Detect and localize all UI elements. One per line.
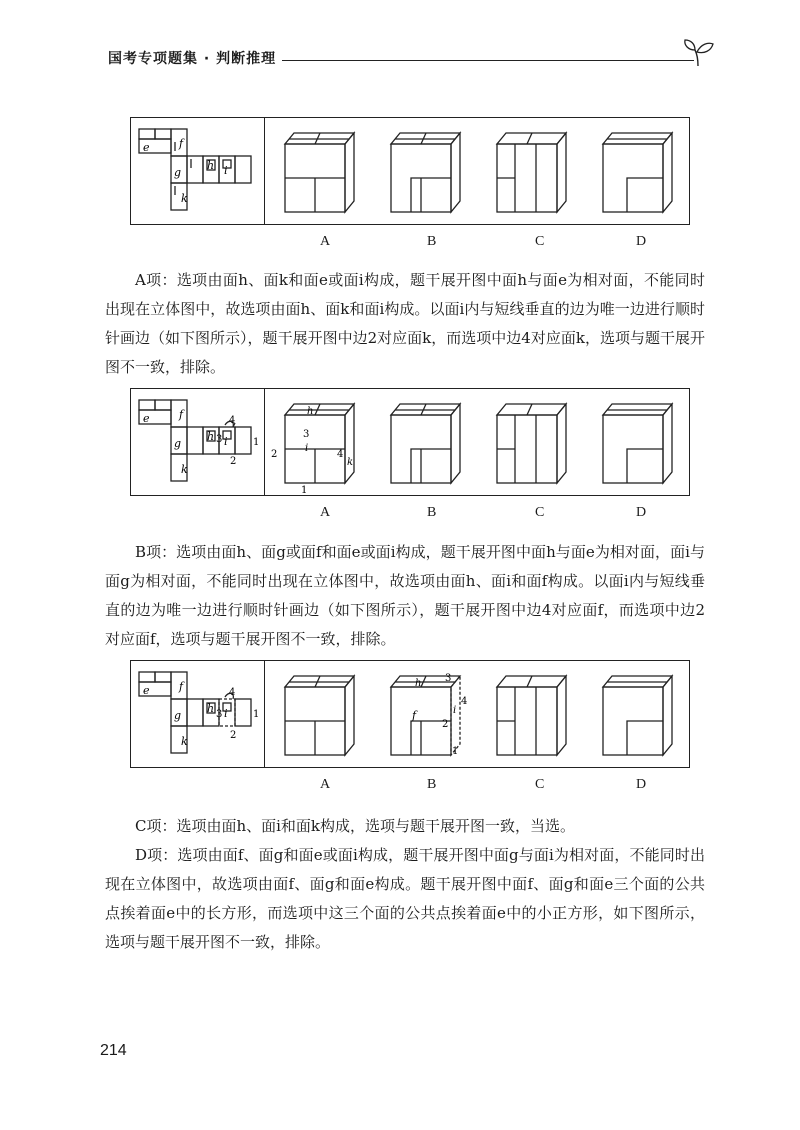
cube-b	[391, 676, 460, 755]
edge-number-3: 3	[216, 434, 223, 445]
cube-edge-number-2: 2	[442, 719, 449, 730]
net-label-g: g	[174, 166, 182, 179]
edge-number-4: 4	[229, 687, 236, 698]
cube-d	[603, 404, 672, 483]
cube-label-h: h	[307, 406, 314, 417]
edge-number-3: 3	[216, 709, 223, 720]
net-label-f: f	[179, 137, 184, 150]
paragraph-d: D项：选项由面f、面g和面e或面i构成，题干展开图中面g与面i为相对面，不能同时出现在立体图中，故选项由面f、面g和面e构成。题干展开图中面f、面g和面e三个面的公共点挨着面e中的长方形，而选项中这三个面的公共点挨着面e中的小正方形，如下图所示，选项与题干展开图不一致，排除。	[105, 846, 705, 951]
fig2-option-c: C	[535, 505, 545, 520]
net-label-g: g	[174, 709, 182, 722]
figure-2	[130, 388, 690, 496]
fig3-option-c: C	[535, 777, 545, 792]
net-label-h: h	[207, 159, 215, 172]
cube-a	[285, 404, 354, 483]
net-label-i: i	[224, 707, 228, 720]
net-label-f: f	[179, 680, 184, 693]
net-label-g: g	[174, 437, 182, 450]
cube-d	[603, 676, 672, 755]
cube-edge-number-1: 1	[301, 485, 308, 496]
header-rule	[282, 60, 694, 61]
fig3-option-d: D	[636, 777, 647, 792]
net-label-k: k	[181, 735, 188, 748]
paragraph-c: C项：选项由面h、面i和面k构成，选项与题干展开图一致，当选。	[135, 817, 576, 835]
cube-b	[391, 133, 460, 212]
cube-label-h: h	[415, 678, 422, 689]
net-label-h: h	[207, 430, 215, 443]
cube-b	[391, 404, 460, 483]
cube-edge-number-2: 2	[271, 449, 278, 460]
cube-edge-number-4: 4	[461, 696, 468, 707]
cube-a	[285, 133, 354, 212]
edge-number-2: 2	[230, 456, 237, 467]
figure-1	[130, 117, 690, 225]
cube-edge-number-1: 1	[452, 746, 459, 757]
net-label-h: h	[207, 702, 215, 715]
fig1-option-c: C	[535, 234, 545, 249]
net-diagram	[139, 400, 251, 481]
cube-label-f: f	[412, 709, 417, 722]
net-label-f: f	[179, 408, 184, 421]
net-label-i: i	[224, 435, 228, 448]
fig3-option-a: A	[320, 777, 331, 792]
cube-label-i: i	[305, 443, 309, 454]
edge-number-1: 1	[253, 709, 260, 720]
net-diagram	[139, 129, 251, 210]
cube-d	[603, 133, 672, 212]
fig1-option-a: A	[320, 234, 331, 249]
net-label-k: k	[181, 463, 188, 476]
figure-3	[130, 660, 690, 768]
paragraph-a: A项：选项由面h、面k和面e或面i构成，题干展开图中面h与面e为相对面，不能同时出现在立体图中，故选项由面h、面k和面i构成。以面i内与短线垂直的边为唯一边进行顺时针画边（如下图所示），题干展开图中边2对应面k，而选项中边4对应面k，选项与题干展开图不一致，排除。	[105, 271, 705, 376]
fig2-option-a: A	[320, 505, 331, 520]
edge-number-4: 4	[229, 415, 236, 426]
fig1-option-d: D	[636, 234, 647, 249]
net-label-i: i	[224, 164, 228, 177]
net-label-e: e	[143, 412, 150, 425]
page-number: 214	[100, 1042, 127, 1059]
net-label-k: k	[181, 192, 188, 205]
edge-number-2: 2	[230, 730, 237, 741]
cube-a	[285, 676, 354, 755]
sprout-icon	[680, 30, 720, 70]
running-header: 国考专项题集 · 判断推理	[108, 51, 277, 67]
net-label-e: e	[143, 684, 150, 697]
cube-edge-number-3: 3	[445, 673, 452, 684]
paragraph-b: B项：选项由面h、面g或面f和面e或面i构成，题干展开图中面h与面e为相对面，面i与面g为相对面，不能同时出现在立体图中，故选项由面h、面i和面f构成。以面i内与短线垂直的边为唯一边进行顺时针画边（如下图所示），题干展开图中边4对应面f，而选项中边2对应面f，选项与题干展开图不一致，排除。	[105, 543, 705, 648]
cube-c	[497, 133, 566, 212]
cube-label-i: i	[453, 705, 457, 716]
fig2-option-b: B	[427, 505, 437, 520]
cube-c	[497, 676, 566, 755]
cube-c	[497, 404, 566, 483]
cube-edge-number-4: 4	[337, 449, 344, 460]
fig2-option-d: D	[636, 505, 647, 520]
fig3-option-b: B	[427, 777, 437, 792]
cube-label-k: k	[347, 457, 354, 468]
cube-edge-number-3: 3	[303, 429, 310, 440]
edge-number-1: 1	[253, 437, 260, 448]
fig1-option-b: B	[427, 234, 437, 249]
net-label-e: e	[143, 141, 150, 154]
